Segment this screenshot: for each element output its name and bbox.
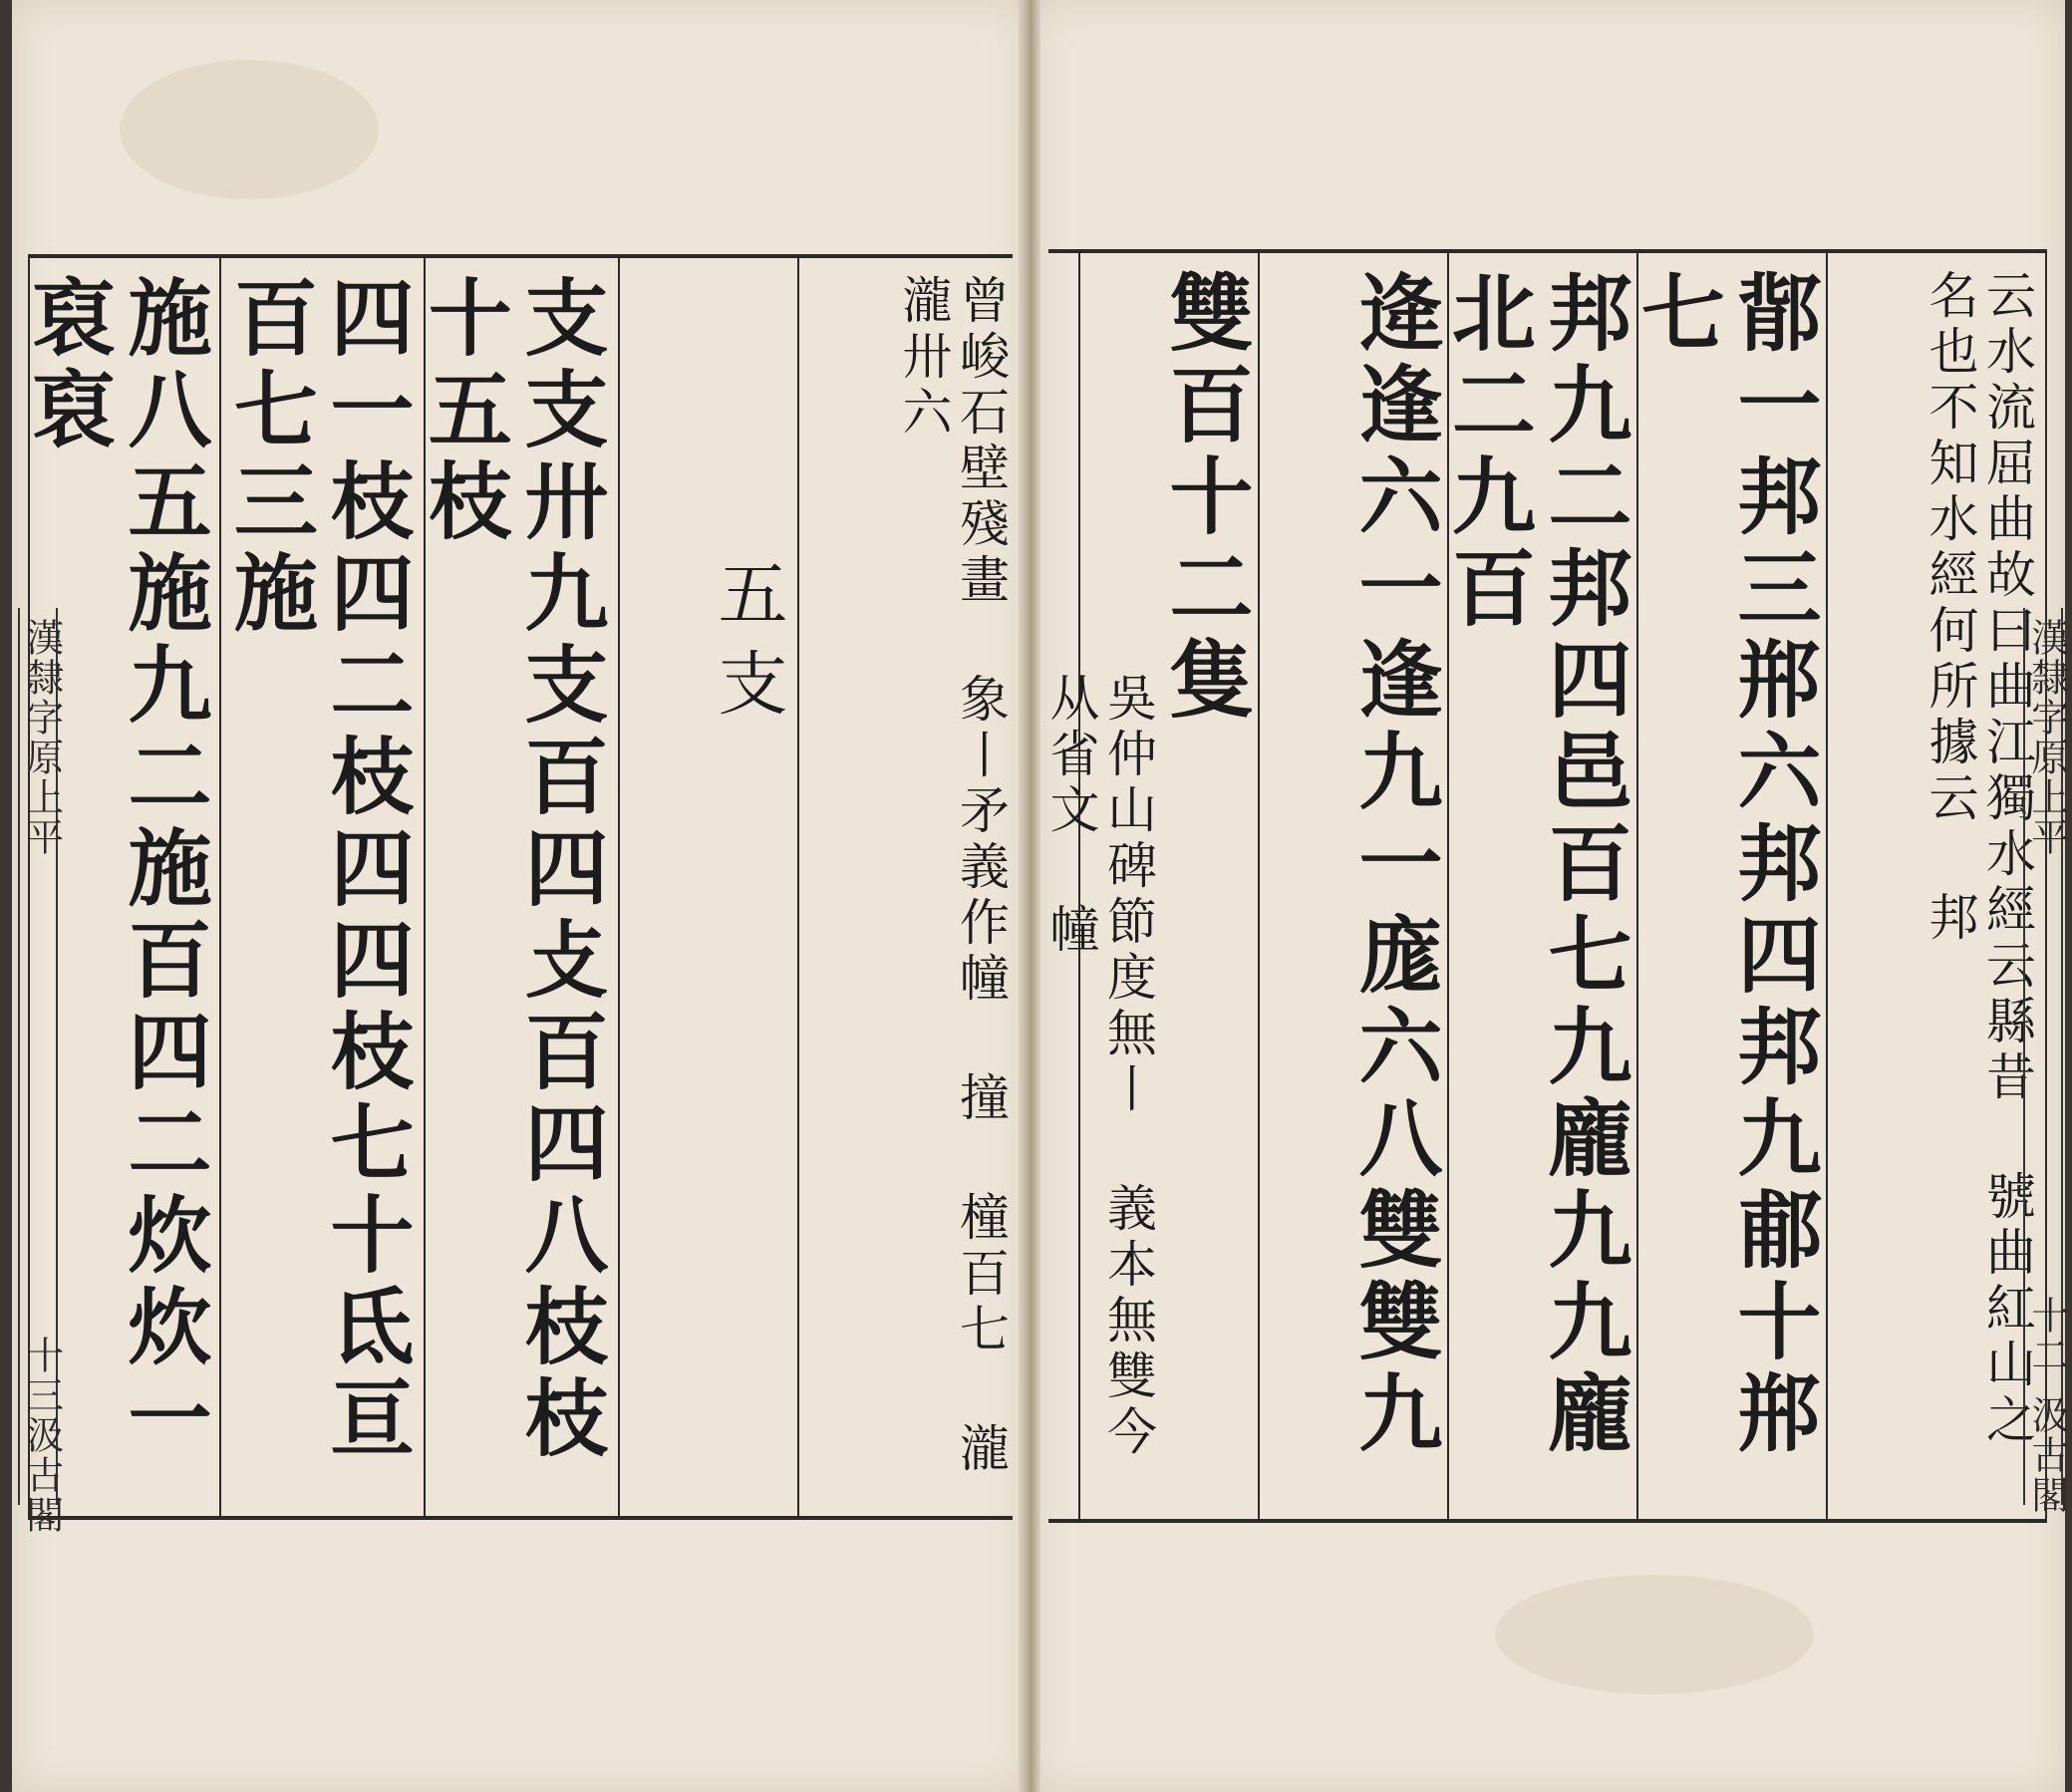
left-margin-folio: 十三: [19, 1336, 64, 1415]
right-margin-title: 漢隸字原上平: [2024, 618, 2069, 857]
left-col-4: 四一枝四二枝四四枝七十氐亘百七三施: [220, 274, 416, 1466]
right-text-frame: [1041, 249, 2047, 1523]
left-margin-press: 汲古閣: [19, 1415, 64, 1535]
column-rule: [1826, 253, 1828, 1519]
left-col-1: 曾峻石壁殘畫 象丨矛義作幢 撞 橦百七 瀧 瀧卅六: [894, 274, 1010, 1478]
right-col-2: 鄁一邦三郱六邦四邦九郙十郱七: [1628, 269, 1823, 1461]
book-gutter: [1019, 0, 1040, 1792]
right-col-6: 吳仲山碑節度無丨 義本無雙今从省文 幢: [1041, 672, 1157, 1461]
right-col-4: 逄逢六一逢九一庬六八雙雙九: [1345, 269, 1444, 1461]
paper-stain: [120, 60, 379, 199]
right-col-1: 云水流屈曲故曰曲江獨水經云縣昔 號曲紅山之名也不知水經何所據云 邦: [1921, 269, 2036, 1449]
paper-stain: [1495, 1575, 1814, 1694]
right-col-5: 雙百十二隻: [1156, 269, 1255, 728]
right-margin-folio: 十二: [2024, 1296, 2069, 1375]
left-col-5: 施八五施九二施百四二炊炊一裒裒: [18, 274, 213, 1466]
column-rule: [1258, 253, 1260, 1519]
column-rule: [797, 258, 799, 1516]
left-margin-title: 漢隸字原上平: [19, 618, 64, 857]
right-col-3: 邦九二邦四邑百七九龐九九龐北二九百: [1438, 269, 1633, 1461]
left-text-frame: [18, 254, 1013, 1520]
left-col-3: 支支卅九支百四攴百四八枝枝十五枝: [415, 274, 610, 1466]
left-col-2: 五支: [707, 557, 788, 737]
column-rule: [1636, 253, 1638, 1519]
column-rule: [618, 258, 620, 1516]
right-margin-press: 汲古閣: [2024, 1395, 2069, 1515]
